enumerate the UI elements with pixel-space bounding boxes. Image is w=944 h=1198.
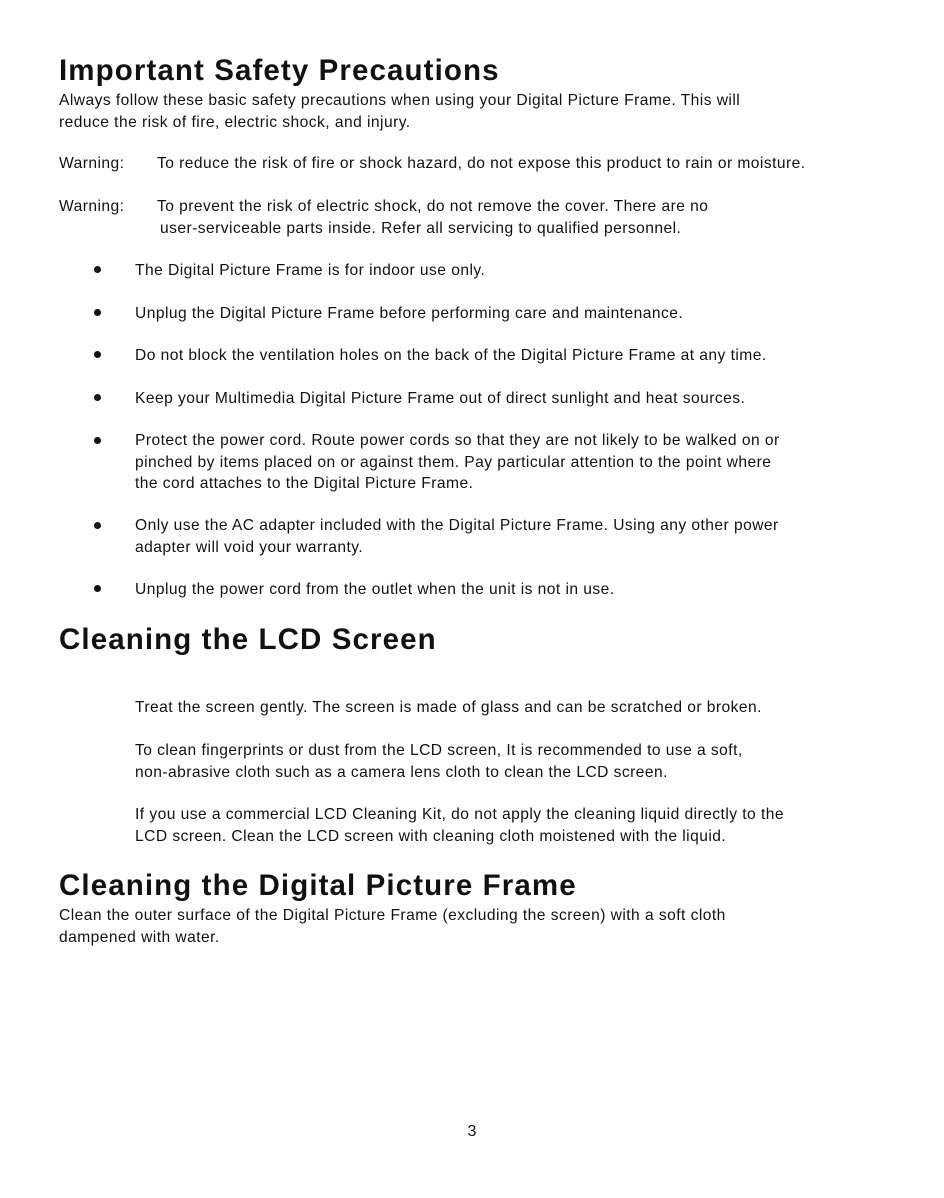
bullet-dot-icon (94, 351, 101, 358)
bullet-item (135, 579, 615, 601)
bullet-line: Protect the power cord. Route power cords so that they are not likely to be walked on or (135, 432, 780, 449)
bullet-line: Only use the AC adapter included with the Digital Picture Frame. Using any other power (135, 517, 779, 534)
lcd-line: If you use a commercial LCD Cleaning Kit, do not apply the cleaning liquid directly to the (135, 806, 784, 823)
bullet-line: Unplug the power cord from the outlet when the unit is not in use. (135, 581, 615, 598)
lcd-heading: Cleaning the LCD Screen (59, 623, 437, 656)
bullet-item (135, 430, 780, 495)
safety-intro (59, 90, 740, 133)
warning-text (157, 153, 806, 175)
warning-line: user-serviceable parts inside. Refer all servicing to qualified personnel. (160, 219, 682, 237)
lcd-line: To clean fingerprints or dust from the LCD screen, It is recommended to use a soft, (135, 742, 743, 759)
frame-heading: Cleaning the Digital Picture Frame (59, 869, 577, 902)
frame-line: dampened with water. (59, 928, 220, 946)
lcd-paragraph (135, 697, 762, 719)
warning-text (157, 196, 708, 239)
bullet-dot-icon (94, 585, 101, 592)
bullet-line: Keep your Multimedia Digital Picture Frame out of direct sunlight and heat sources. (135, 390, 746, 407)
warning-line: To prevent the risk of electric shock, do not remove the cover. There are no (157, 198, 709, 215)
bullet-dot-icon (94, 394, 101, 401)
bullet-line: Do not block the ventilation holes on the back of the Digital Picture Frame at any time. (135, 347, 767, 364)
bullet-dot-icon (94, 437, 101, 444)
lcd-line: LCD screen. Clean the LCD screen with cleaning cloth moistened with the liquid. (135, 827, 727, 845)
warning-label: Warning: (59, 155, 125, 172)
bullet-item (135, 388, 745, 410)
lcd-line: Treat the screen gently. The screen is made of glass and can be scratched or broken. (135, 699, 762, 716)
lcd-line: non-abrasive cloth such as a camera lens cloth to clean the LCD screen. (135, 763, 668, 781)
lcd-paragraph (135, 740, 743, 783)
page-number: 3 (467, 1123, 477, 1140)
frame-line: Clean the outer surface of the Digital Picture Frame (excluding the screen) with a soft cloth (59, 907, 726, 924)
bullet-line: pinched by items placed on or against them. Pay particular attention to the point where (135, 453, 772, 471)
warning-label: Warning: (59, 198, 125, 215)
bullet-dot-icon (94, 309, 101, 316)
intro-line: reduce the risk of fire, electric shock, and injury. (59, 113, 411, 131)
bullet-item (135, 303, 683, 325)
bullet-line: adapter will void your warranty. (135, 538, 364, 556)
intro-line: Always follow these basic safety precautions when using your Digital Picture Frame. This will (59, 92, 741, 109)
frame-paragraph (59, 905, 726, 948)
lcd-paragraph (135, 804, 784, 847)
warning-line: To reduce the risk of fire or shock hazard, do not expose this product to rain or moisture. (157, 155, 806, 172)
bullet-dot-icon (94, 522, 101, 529)
bullet-item (135, 515, 779, 558)
bullet-dot-icon (94, 266, 101, 273)
bullet-line: Unplug the Digital Picture Frame before performing care and maintenance. (135, 305, 684, 322)
bullet-item (135, 345, 767, 367)
bullet-line: the cord attaches to the Digital Picture Frame. (135, 475, 474, 492)
bullet-item (135, 260, 485, 282)
safety-heading: Important Safety Precautions (59, 54, 500, 87)
bullet-line: The Digital Picture Frame is for indoor use only. (135, 262, 486, 279)
